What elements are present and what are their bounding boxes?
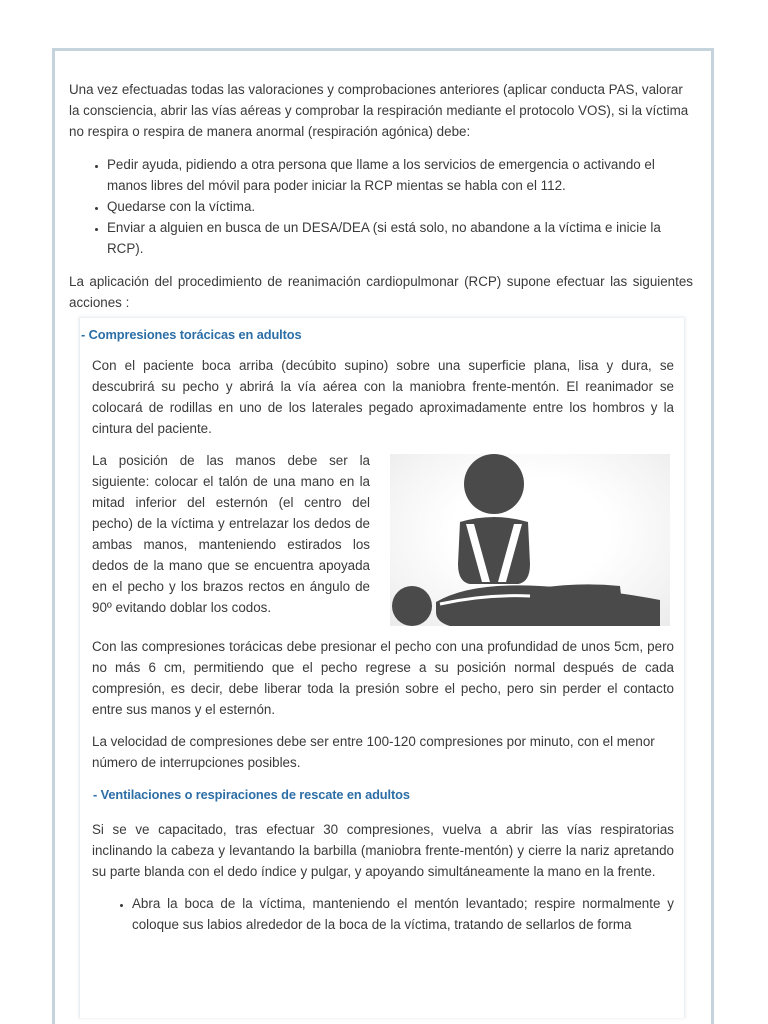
intro-paragraph: Una vez efectuadas todas las valoraciones y comprobaciones anteriores (aplicar conducta PAS, valorar la consciencia, abrir las vías aéreas y comprobar la respiración mediante el protocolo VOS), si la víctima no respira o respira de manera anormal (respiración agónica) debe: <box>69 82 689 139</box>
action-list <box>69 154 693 259</box>
list-item: • Abra la boca de la víctima, manteniendo el mentón levantado; respire normalmente y coloque sus labios alrededor de la boca de la víctima, tratando de sellarlos de forma <box>132 893 674 935</box>
list-item: • Pedir ayuda, pidiendo a otra persona que llame a los servicios de emergencia o activando el manos libres del móvil para poder iniciar la RCP mientas se habla con el 112. <box>107 154 693 196</box>
content-frame <box>52 48 714 1024</box>
list-item: • Enviar a alguien en busca de un DESA/DEA (si está solo, no abandone a la víctima e inicie la RCP). <box>107 217 693 259</box>
section-heading-ventilations: - Ventilaciones o respiraciones de rescate en adultos <box>93 787 410 802</box>
rcp-intro-paragraph: La aplicación del procedimiento de reanimación cardiopulmonar (RCP) supone efectuar las siguientes acciones : <box>69 274 693 310</box>
hand-position-block <box>92 450 674 626</box>
list-item: • Quedarse con la víctima. <box>107 196 693 217</box>
rcp-card <box>79 317 685 1018</box>
cpr-illustration <box>390 454 670 626</box>
ventilations-paragraph-1: Si se ve capacitado, tras efectuar 30 compresiones, vuelva a abrir las vías respiratorias inclinando la cabeza y levantando la barbilla (maniobra frente-mentón) y cierre la nariz apretando su parte blanda con el dedo índice y pulgar, y apoyando simultáneamente la mano en la frente. <box>92 822 674 879</box>
compressions-paragraph-3: Con las compresiones torácicas debe presionar el pecho con una profundidad de unos 5cm, pero no más 6 cm, permitiendo que el pecho regrese a su posición normal después de cada compresión, es decir, debe liberar toda la presión sobre el pecho, pero sin perder el contacto entre sus manos y el esternón. <box>92 639 674 717</box>
ventilation-steps-list <box>92 893 674 935</box>
compressions-paragraph-1: Con el paciente boca arriba (decúbito supino) sobre una superficie plana, lisa y dura, se descubrirá su pecho y abrirá la vía aérea con la maniobra frente-mentón. El reanimador se colocará de rodillas en uno de los laterales pegado aproximadamente entre los hombros y la cintura del paciente. <box>92 358 674 436</box>
cpr-figure-icon <box>390 454 670 626</box>
compressions-paragraph-2: La posición de las manos debe ser la siguiente: colocar el talón de una mano en la mitad inferior del esternón (el centro del pecho) de la víctima y entrelazar los dedos de ambas manos, manteniendo estirados los dedos de la mano que se encuentra apoyada en el pecho y los brazos rectos en ángulo de 90º evitando doblar los codos. <box>92 453 370 615</box>
compressions-paragraph-4: La velocidad de compresiones debe ser entre 100-120 compresiones por minuto, con el menor número de interrupciones posibles. <box>92 734 655 770</box>
section-heading-compressions: - Compresiones torácicas en adultos <box>81 327 302 342</box>
article-body <box>69 79 693 313</box>
